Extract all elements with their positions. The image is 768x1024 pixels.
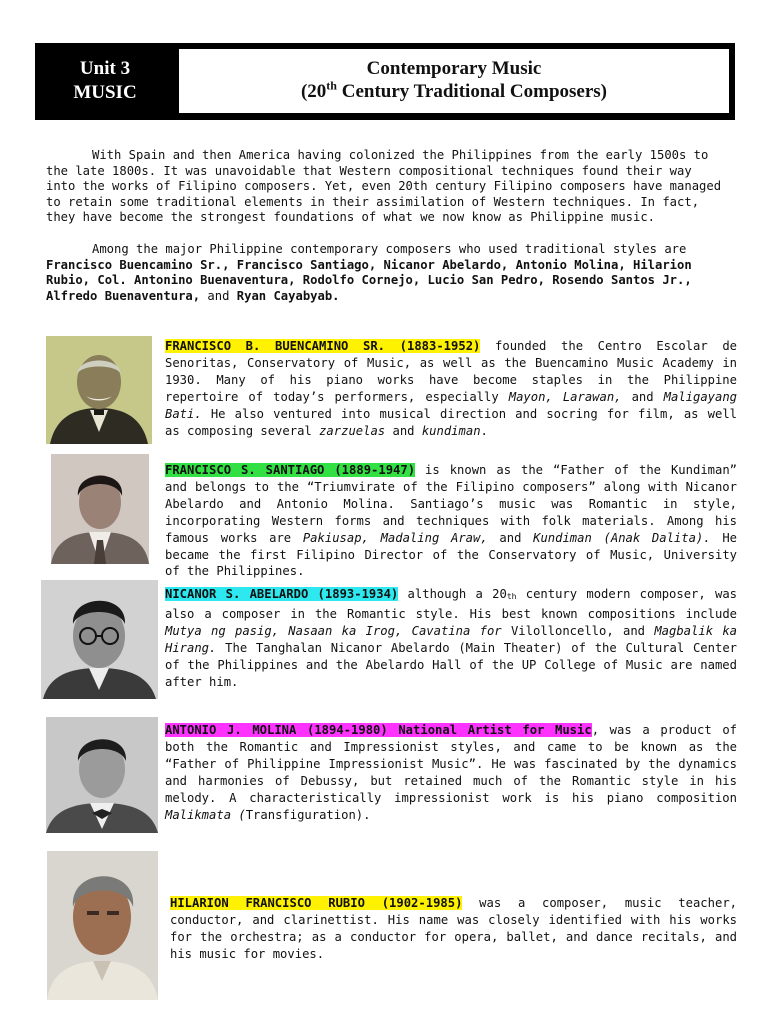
bio-text: Transfiguration).: [245, 807, 371, 822]
bio-text: .: [480, 423, 488, 438]
unit-header: [35, 43, 735, 120]
bio-text: He also ventured into musical direction and socring for film, as well as composing several: [165, 406, 737, 438]
bio-text: was a composer, music teacher, conductor, and clarinettist. His name was closely identified with his works for the orchestra; as a conductor for opera, ballet, and dance recitals, and his music for movies.: [170, 896, 737, 961]
composer-name-buencamino: FRANCISCO B. BUENCAMINO SR. (1883-1952): [165, 339, 481, 353]
composer-name-santiago: FRANCISCO S. SANTIAGO (1889-1947): [165, 463, 416, 477]
work-title: Pakiusap, Madaling Araw,: [302, 530, 488, 545]
work-title: zarzuelas: [319, 423, 386, 438]
title-pre: (20: [300, 81, 327, 102]
composer-list-last: Ryan Cayabyab.: [236, 288, 340, 303]
intro-text-1: With Spain and then America having colonized the Philippines from the early 1500s to the late 1800s. It was unavoidable that Western compositional techniques found their way into the works of Filipino composers. Yet, even 20th century Filipino composers have managed to retain some traditional elements in their assimilation of Western techniques. In fact, they have become the strongest foundations of what we now know as Philippine music.: [46, 148, 722, 224]
portrait-buencamino: [46, 336, 152, 444]
portrait-rubio: [47, 851, 158, 1000]
bio-molina: [165, 722, 737, 823]
title-line-2: [179, 80, 729, 103]
portrait-molina: [46, 717, 158, 833]
bio-abelardo: [165, 586, 737, 690]
bio-text: and: [621, 389, 664, 404]
bio-text: Vilolloncello, and: [501, 623, 655, 638]
title-sup: th: [326, 78, 337, 93]
bio-rubio: [170, 895, 737, 963]
ordinal-suffix: th: [506, 592, 517, 601]
bio-text: founded the Centro Escolar de Senoritas, Conservatory of Music, as well as the Buencamino Music Academy in 1930. Many of his piano works have become staples in the Philippine repertoire of today’s performers, especially: [165, 339, 738, 404]
work-title: Malikmata (: [165, 807, 246, 822]
composer-name-abelardo: NICANOR S. ABELARDO (1893-1934): [165, 587, 399, 601]
unit-number: Unit 3: [79, 58, 131, 79]
title-post: Century Traditional Composers): [336, 81, 608, 102]
composer-name-molina: ANTONIO J. MOLINA (1894-1980) National Artist for Music: [165, 723, 592, 737]
work-title: Kundiman (Anak Dalita).: [533, 530, 711, 545]
intro-text-2: Among the major Philippine contemporary composers who used traditional styles are: [92, 242, 687, 256]
work-title: Magbalik ka Hirang.: [165, 623, 738, 655]
work-title: Maligayang Bati.: [165, 389, 738, 421]
work-title: Mutya ng pasig, Nasaan ka Irog, Cavatina for: [165, 623, 502, 638]
bio-text: , was a product of both the Romantic and Impressionist styles, and came to be known as the “Father of Philippine Impressionist Music”. He was fascinated by the dynamics and harmonies of Debussy, but retained much of the Romantic style in his melody. A characteristically impressionist work is his piano composition: [165, 723, 737, 805]
unit-subject: MUSIC: [73, 82, 137, 103]
bio-text: is known as the “Father of the Kundiman” and belongs to the “Triumvirate of the Filipino composers” along with Nicanor Abelardo and Antonio Molina. Santiago’s music was Romantic in style, incorporating Western forms and techniques with folk materials. Among his famous works are: [165, 463, 738, 545]
title-line-1: Contemporary Music: [366, 58, 542, 79]
unit-label: [35, 43, 175, 120]
bio-text: century modern composer, was also a composer in the Romantic style. His best known compositions include: [165, 587, 737, 621]
bio-text: and: [385, 423, 422, 438]
portrait-abelardo: [41, 580, 158, 699]
bio-text: He became the first Filipino Director of the Conservatory of Music, University of the Philippines.: [165, 530, 737, 579]
bio-text: The Tanghalan Nicanor Abelardo (Main Theater) of the Cultural Center of the Philippines and the Abelardo Hall of the UP College of Music are named after him.: [165, 640, 737, 689]
page-title: [179, 49, 729, 113]
bio-buencamino: [165, 338, 737, 439]
work-title: kundiman: [421, 423, 481, 438]
bio-text: and: [487, 530, 534, 545]
intro-and: and: [200, 288, 237, 303]
portrait-santiago: [51, 454, 149, 564]
intro-paragraph-2: [46, 242, 722, 304]
composer-list: Francisco Buencamino Sr., Francisco Santiago, Nicanor Abelardo, Antonio Molina, Hilarion Rubio, Col. Antonino Buenaventura, Rodolfo Cornejo, Lucio San Pedro, Rosendo Santos Jr., Alfredo Buenaventura,: [46, 257, 692, 303]
work-title: Mayon, Larawan,: [508, 389, 622, 404]
intro-paragraph-1: [46, 148, 722, 226]
composer-name-rubio: HILARION FRANCISCO RUBIO (1902-1985): [170, 896, 463, 910]
bio-text: although a 20: [398, 587, 507, 601]
bio-santiago: [165, 462, 737, 580]
